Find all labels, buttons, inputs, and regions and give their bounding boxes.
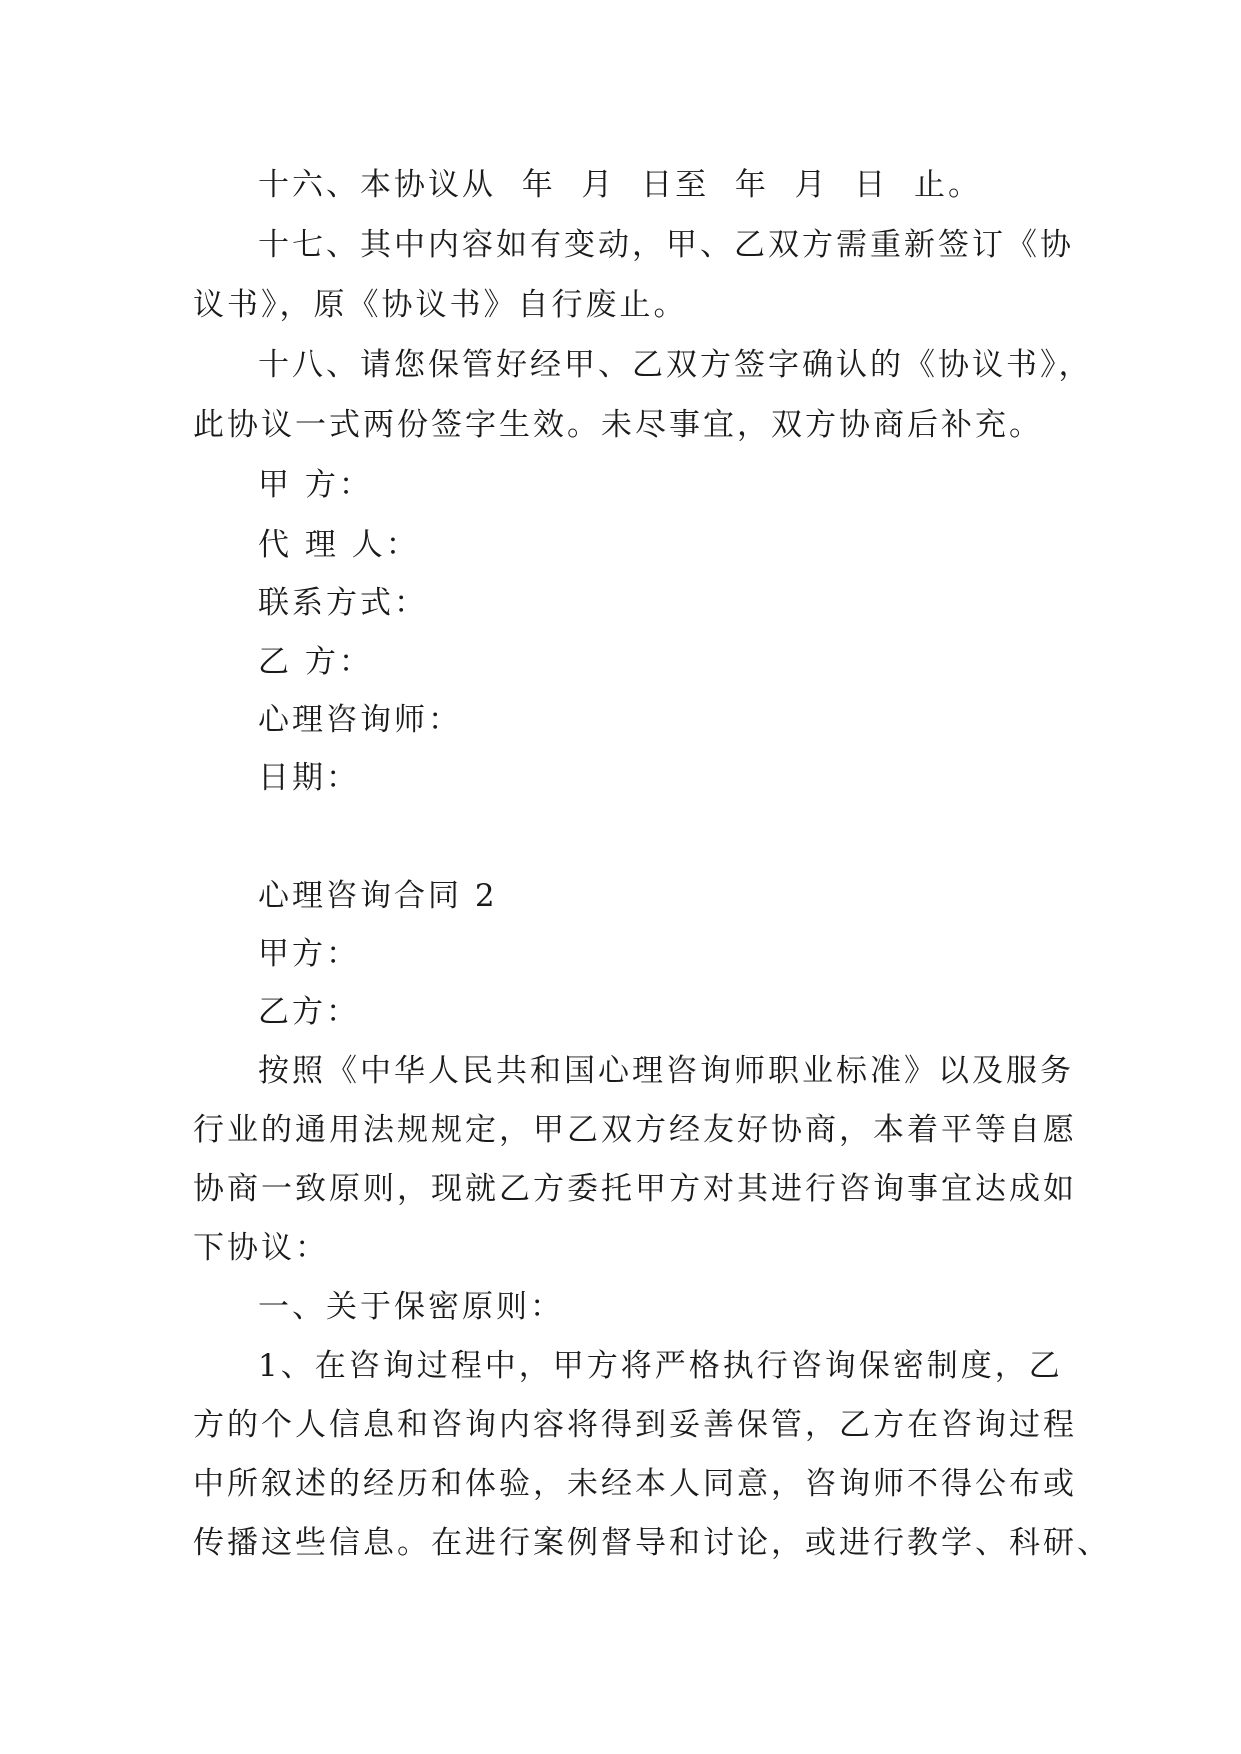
item-1-line-4: 传播这些信息。在进行案例督导和讨论，或进行教学、科研、: [193, 1525, 1111, 1561]
section-1-heading: 一、关于保密原则：: [258, 1289, 564, 1325]
preamble-line-2: 行业的通用法规规定，甲乙双方经友好协商，本着平等自愿: [193, 1112, 1077, 1148]
party-b-signature-label: 乙 方：: [258, 644, 373, 680]
item-1-line-3: 中所叙述的经历和体验，未经本人同意，咨询师不得公布或: [193, 1466, 1077, 1502]
clause-17-line-1: 十七、其中内容如有变动，甲、乙双方需重新签订《协: [258, 227, 1074, 263]
contract-2-party-b: 乙方：: [258, 994, 360, 1030]
contract-2-party-a: 甲方：: [258, 936, 360, 972]
item-1-line-2: 方的个人信息和咨询内容将得到妥善保管，乙方在咨询过程: [193, 1407, 1077, 1443]
counselor-signature-label: 心理咨询师：: [258, 702, 462, 738]
contact-label: 联系方式：: [258, 585, 428, 621]
clause-17-line-2: 议书》，原《协议书》自行废止。: [193, 287, 688, 323]
item-1-line-1: 1、在咨询过程中，甲方将严格执行咨询保密制度，乙: [258, 1348, 1063, 1384]
party-a-signature-label: 甲 方：: [258, 467, 373, 503]
preamble-line-3: 协商一致原则，现就乙方委托甲方对其进行咨询事宜达成如: [193, 1171, 1077, 1207]
contract-2-title: 心理咨询合同 2: [258, 878, 498, 914]
preamble-line-4: 下协议：: [193, 1230, 329, 1266]
date-label: 日期：: [258, 760, 360, 796]
agent-signature-label: 代 理 人：: [258, 527, 420, 563]
preamble-line-1: 按照《中华人民共和国心理咨询师职业标准》以及服务: [258, 1053, 1074, 1089]
clause-18-line-1: 十八、请您保管好经甲、乙双方签字确认的《协议书》，: [258, 347, 1093, 383]
clause-18-line-2: 此协议一式两份签字生效。未尽事宜，双方协商后补充。: [193, 407, 1043, 443]
clause-16-line: 十六、本协议从 年 月 日至 年 月 日 止。: [258, 167, 982, 203]
